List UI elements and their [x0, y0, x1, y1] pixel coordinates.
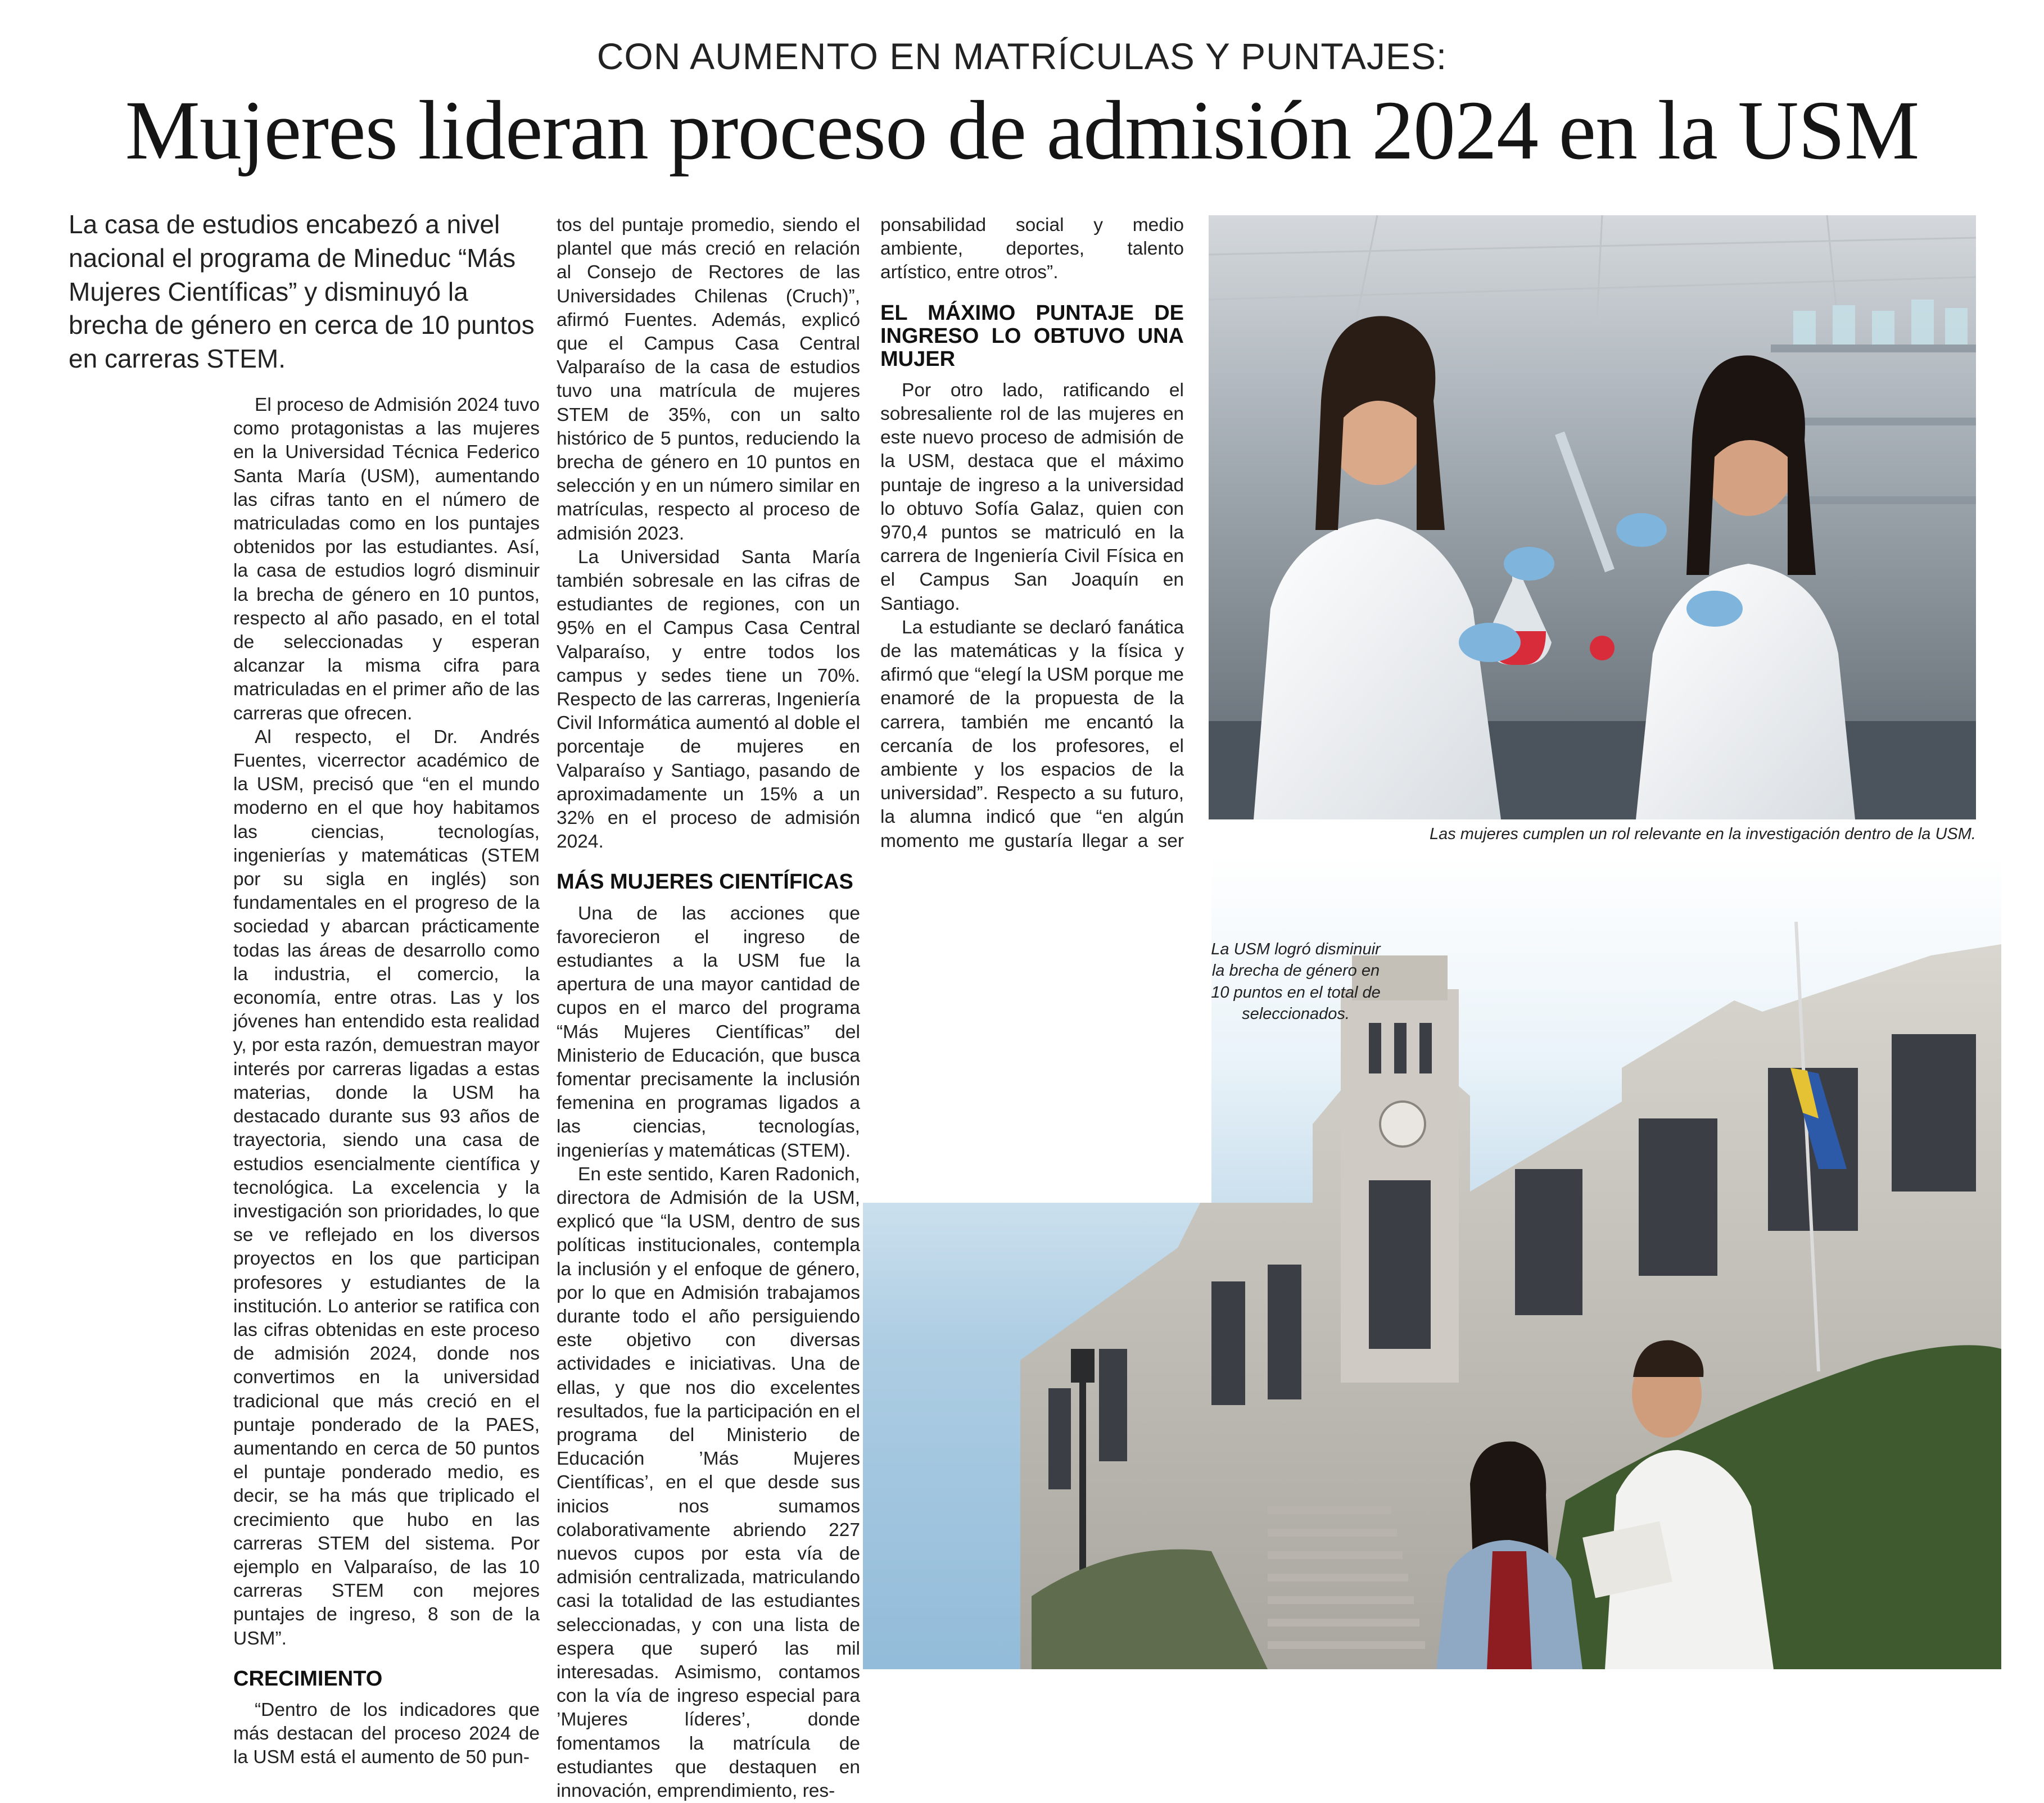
article-column-1 [233, 393, 540, 1768]
lead-paragraph: La casa de estudios encabezó a nivel nacional el programa de Mineduc “Más Mujeres Científicas” y disminuyó la brecha de género en cerca de 10 puntos en carreras STEM. [69, 210, 535, 374]
subheading-crecimiento: CRECIMIENTO [233, 1666, 383, 1691]
paragraph: Una de las acciones que favorecieron el ingreso de estudiantes a la USM fue la apertura de una mayor cantidad de cupos en el marco del programa “Más Mujeres Científicas” del Ministerio de Educación, que busca fomentar precisamente la inclusión femenina en programas ligados a las ciencias, tecnologías, ingenierías y matemáticas (STEM). [557, 903, 860, 1161]
paragraph: Por otro lado, ratificando el sobresaliente rol de las mujeres en este nuevo proceso de admisión de la USM, destaca que el máximo puntaje de ingreso a la universidad lo obtuvo Sofía Galaz, quien con 970,4 puntos se matriculó en la carrera de Ingeniería Civil Física en el Campus San Joaquín en Santiago. [880, 379, 1184, 614]
paragraph: La estudiante se declaró fanática de las matemáticas y la física y afirmó que “elegí la USM porque me enamoré de la propuesta de la carrera, también me encantó la cercanía de los profesores, el ambiente y los espacios de la universidad”. Respecto a su futuro, la alumna indicó que “en algún momento me gustaría llegar a ser [880, 617, 1184, 851]
paragraph: En este sentido, Karen Radonich, directora de Admisión de la USM, explicó que “la USM, dentro de sus políticas institucionales, contempla la inclusión y el enfoque de género, por lo que en Admisión trabajamos durante todo el año persiguiendo este objetivo con diversas actividades e iniciativas. Una de ellas, y que nos dio excelentes resultados, fue la participación en el programa del Ministerio de Educación ’Más Mujeres Científicas’, en el que desde sus inicios nos sumamos colaborativamente abriendo 227 nuevos cupos por esta vía de admisión centralizada, matriculando casi la totalidad de las estudiantes seleccionadas, y con una lista de espera que superó las mil interesadas. Asimismo, contamos con la vía de ingreso especial para ’Mujeres líderes’, donde fomentamos la matrícula de estudiantes que destaquen en innovación, emprendimiento, res- [557, 1163, 860, 1802]
paragraph: El proceso de Admisión 2024 tuvo como protagonistas a las mujeres en la Universidad Técnica Federico Santa María (USM), aumentando las cifras tanto en el número de matriculadas como en los puntajes obtenidos por las estudiantes. Así, la casa de estudios logró disminuir la brecha de género en 10 puntos, respecto al año pasado, en el total de seleccionadas y esperan alcanzar la misma cifra para matriculadas en el primer año de las carreras que ofrecen. [233, 395, 540, 724]
paragraph: Al respecto, el Dr. Andrés Fuentes, vicerrector académico de la USM, precisó que “en el mundo moderno en el que hoy habitamos las ciencias, tecnologías, ingenierías y matemáticas (STEM por su sigla en inglés) son fundamentales en el progreso de la sociedad y abarcan prácticamente todas las áreas de desarrollo como la industria, el comercio, la economía, entre otras. Las y los jóvenes han entendido esta realidad y, por esta razón, demuestran mayor interés por carreras ligadas a estas materias, donde la USM ha destacado durante sus 93 años de trayectoria, siendo una casa de estudios esencialmente científica y tecnológica. La excelencia y la investigación son prioridades, lo que se ve reflejado en los diversos proyectos en los que participan profesores y estudiantes de la institución. Lo anterior se ratifica con las cifras obtenidas en este proceso de admisión 2024, donde nos convertimos en la universidad tradicional que más creció en el puntaje ponderado de la PAES, aumentando en cerca de 50 puntos el puntaje ponderado medio, es decir, se ha más que triplicado el crecimiento que hubo en las carreras STEM del sistema. Por ejemplo en Valparaíso, de las 10 carreras STEM con mejores puntajes de ingreso, 8 son de la USM”. [233, 726, 540, 1649]
lab-scene-illustration [1209, 215, 1976, 819]
caption-campus-photo: La USM logró disminuir la brecha de género en 10 puntos en el total de seleccionados. [1211, 940, 1381, 1023]
paragraph: tos del puntaje promedio, siendo el plantel que más creció en relación al Consejo de Rectores de las Universidades Chilenas (Cruch)”, afirmó Fuentes. Además, explicó que el Campus Casa Central Valparaíso de la casa de estudios tuvo una matrícula de mujeres STEM de 35%, con un salto histórico de 5 puntos, reduciendo la brecha de género en 10 puntos en selección y en un número similar en matrículas, respecto al proceso de admisión 2023. [557, 215, 860, 544]
paragraph: La Universidad Santa María también sobresale en las cifras de estudiantes de regiones, con un 95% en el Campus Casa Central Valparaíso, y entre todos los campus y sedes tiene un 70%. Respecto de las carreras, Ingeniería Civil Informática aumentó al doble el porcentaje de mujeres en Valparaíso y Santiago, pasando de aproximadamente un 15% a un 32% en el proceso de admisión 2024. [557, 546, 861, 853]
subheading-maximo-puntaje: EL MÁXIMO PUNTAJE DE INGRESO LO OBTUVO UNA MUJER [880, 301, 1184, 371]
lab-photo [1209, 215, 1976, 819]
caption-lab-photo: Las mujeres cumplen un rol relevante en la investigación dentro de la USM. [1429, 825, 1976, 843]
campus-photo [863, 854, 2001, 1669]
subheading-mas-mujeres: MÁS MUJERES CIENTÍFICAS [557, 870, 853, 894]
article-column-2 [557, 214, 861, 1802]
campus-scene-illustration [863, 854, 2001, 1669]
headline: Mujeres lideran proceso de admisión 2024 en la USM [125, 84, 1919, 177]
paragraph: “Dentro de los indicadores que más destacan del proceso 2024 de la USM está el aumento de 50 pun- [233, 1699, 540, 1768]
kicker: CON AUMENTO EN MATRÍCULAS Y PUNTAJES: [596, 35, 1448, 77]
paragraph: ponsabilidad social y medio ambiente, deportes, talento artístico, entre otros”. [880, 215, 1184, 283]
